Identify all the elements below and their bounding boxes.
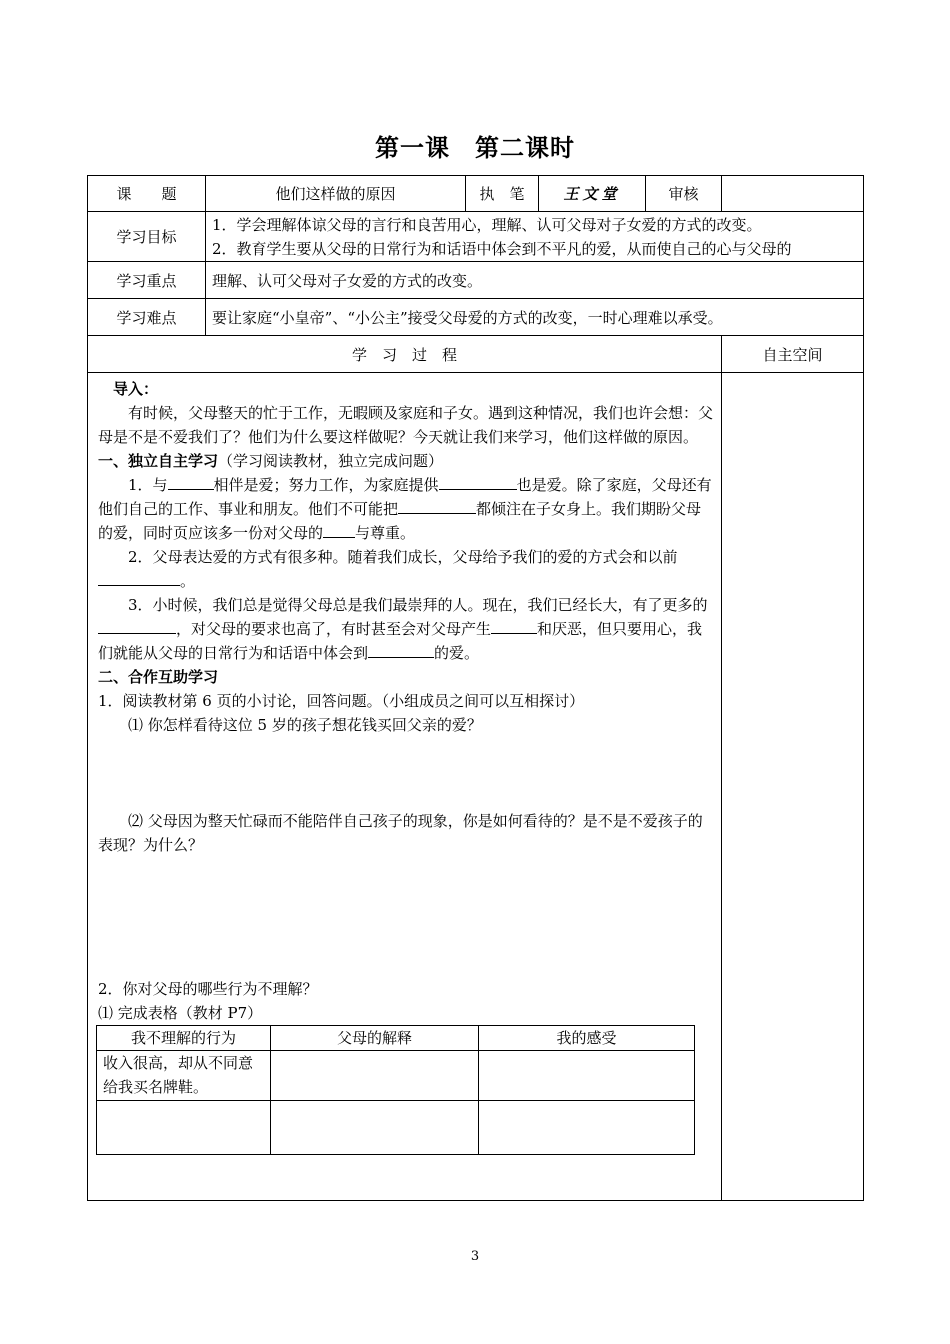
topic-value: 他们这样做的原因 [206,176,466,212]
header-row [88,176,864,212]
author-label: 执 笔 [466,176,539,212]
question-2: 2．父母表达爱的方式有很多种。随着我们成长，父母给予我们的爱的方式会和以前。 [98,545,713,593]
fill-blank[interactable] [323,521,355,538]
table-cell: 收入很高，却从不同意给我买名牌鞋。 [97,1051,271,1101]
fill-blank[interactable] [439,473,517,490]
difficulties-label: 学习难点 [88,299,206,336]
table-cell[interactable] [479,1101,695,1155]
question-1: 1．与 相伴是爱；努力工作，为家庭提供 也是爱。除了家庭，父母还有他们自己的工作、事业和朋友。他们不可能把 都倾注在子女身上。我们期盼父母的爱，同时页应该多一份对父母的 与尊重。 [98,473,713,545]
behavior-table [96,1025,695,1155]
fill-blank[interactable] [168,473,214,490]
difficulties-row [88,299,864,336]
fill-blank[interactable] [368,641,434,658]
page-title: 第一课 第二课时 [375,134,575,162]
key-points-value: 理解、认可父母对子女爱的方式的改变。 [206,262,864,299]
process-body [88,373,722,1201]
table-cell[interactable] [97,1101,271,1155]
topic-label: 课 题 [88,176,206,212]
self-study-space[interactable] [722,373,864,1201]
intro-heading: 导入： [113,380,159,398]
difficulties-value: 要让家庭“小皇帝”、“小公主”接受父母爱的方式的改变，一时心理难以承受。 [206,299,864,336]
review-value [722,176,864,212]
section2-sub-2: ⑵ 父母因为整天忙碌而不能陪伴自己孩子的现象，你是如何看待的？是不是不爱孩子的表现？为什么？ [98,812,703,854]
goals-row [88,212,864,262]
column-header: 父母的解释 [271,1026,479,1051]
section1-note: （学习阅读教材，独立完成问题） [218,452,444,470]
table-cell[interactable] [271,1051,479,1101]
process-header: 学 习 过 程 [88,336,722,373]
key-points-label: 学习重点 [88,262,206,299]
fill-blank[interactable] [398,497,476,514]
section2-item-2: 2．你对父母的哪些行为不理解？ [98,980,318,998]
section2-heading: 二、合作互助学习 [98,668,219,686]
question-3: 3．小时候，我们总是觉得父母总是我们最崇拜的人。现在，我们已经长大，有了更多的，对父母的要求也高了，有时甚至会对父母产生 和厌恶，但只要用心，我们就能从父母的日常行为和话语中体会到 的爱。 [98,596,708,662]
goals-label: 学习目标 [88,212,206,262]
column-header: 我不理解的行为 [97,1026,271,1051]
fill-blank[interactable] [98,617,176,634]
goal-2: 2．教育学生要从父母的日常行为和话语中体会到不平凡的爱，从而使自己的心与父母的 [212,239,792,258]
process-body-row [88,373,864,1201]
column-header: 我的感受 [479,1026,695,1051]
section2-sub-1: ⑴ 你怎样看待这位 5 岁的孩子想花钱买回父亲的爱？ [128,716,482,734]
section2-sub-3: ⑴ 完成表格（教材 P7） [98,1004,263,1022]
section1-heading: 一、独立自主学习 [98,452,219,470]
author-signature: 王文堂 [539,176,646,212]
table-cell[interactable] [271,1101,479,1155]
table-row [97,1101,695,1155]
answer-space-2[interactable] [98,857,713,977]
answer-space-1[interactable] [98,737,713,809]
fill-blank[interactable] [491,617,537,634]
behavior-table-header [97,1026,695,1051]
table-row [97,1051,695,1101]
table-cell[interactable] [479,1051,695,1101]
space-header: 自主空间 [722,336,864,373]
page-number: 3 [470,1249,480,1264]
process-header-row [88,336,864,373]
review-label: 审核 [646,176,722,212]
key-points-row [88,262,864,299]
section2-item-1: 1．阅读教材第 6 页的小讨论，回答问题。（小组成员之间可以互相探讨） [98,692,585,710]
goals-content [206,212,864,262]
section1-title [98,449,713,473]
intro-text: 有时候，父母整天的忙于工作，无暇顾及家庭和子女。遇到这种情况，我们也许会想：父母是不是不爱我们了？他们为什么要这样做呢？今天就让我们来学习，他们这样做的原因。 [98,404,714,446]
goal-1: 1．学会理解体谅父母的言行和良苦用心，理解、认可父母对子女爱的方式的改变。 [212,215,762,234]
fill-blank[interactable] [98,569,180,586]
lesson-plan-table [87,175,864,1201]
